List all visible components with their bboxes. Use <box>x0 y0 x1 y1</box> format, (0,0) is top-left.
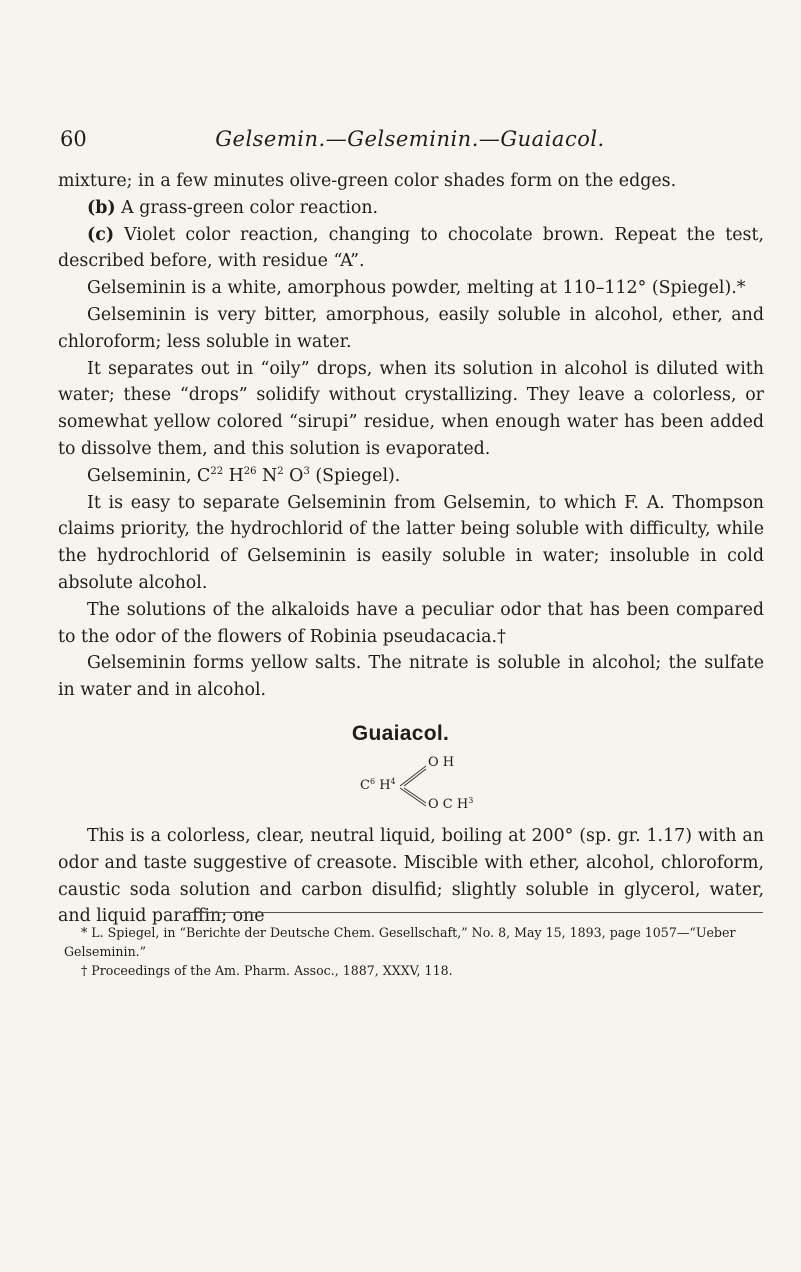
section-title: Guaiacol. <box>351 722 450 745</box>
formula-och3: O C $H^3$ <box>428 796 474 812</box>
paragraph: It separates out in “oily” drops, when its solution in alcohol is diluted with water; these “drops” solidify without crystallizing. They leave a colorless, or somewhat yellow colored “sirupi” residue, when enough water has been added to dissolve them, and this solution is evaporated. <box>58 358 764 459</box>
guaiacol-structure-formula <box>360 752 520 814</box>
paragraph: Gelseminin forms yellow salts. The nitrate is soluble in alcohol; the sulfate in water and in alcohol. <box>58 653 764 701</box>
footnote-rule <box>190 912 763 913</box>
item-text: A grass-green color reaction. <box>115 197 379 218</box>
paragraph: It is easy to separate Gelseminin from Gelsemin, to which F. A. Thompson claims priority, the hydrochlorid of the latter being soluble with difficulty, while the hydrochlorid of Gelseminin is easily soluble in water; insoluble in cold absolute alcohol. <box>58 492 764 593</box>
paragraph: Gelseminin is very bitter, amorphous, easily soluble in alcohol, ether, and chloroform; less soluble in water. <box>58 304 764 352</box>
paragraph: This is a colorless, clear, neutral liquid, boiling at 200° (sp. gr. 1.17) with an odor and taste suggestive of creasote. Miscible with ether, alcohol, chloroform, caustic soda solution and carbon disulfid; slightly soluble in glycerol, water, and liquid paraffin; one <box>58 826 764 927</box>
formula-oh: O H <box>428 755 455 770</box>
paragraph: Gelseminin is a white, amorphous powder, melting at 110–112° (Spiegel).* <box>87 278 746 299</box>
paragraph: The solutions of the alkaloids have a peculiar odor that has been compared to the odor of the flowers of Robinia pseudacacia.† <box>58 599 764 647</box>
footnotes <box>64 923 764 980</box>
page-number: 60 <box>60 127 87 151</box>
paragraph <box>58 222 764 276</box>
footnote: * L. Spiegel, in “Berichte der Deutsche Chem. Gesellschaft,” No. 8, May 15, 1893, page 1057—“Ueber Gelseminin.” <box>64 925 736 959</box>
running-title: Gelsemin.—Gelseminin.—Guaiacol. <box>215 127 605 151</box>
item-text: Violet color reaction, changing to chocolate brown. Repeat the test, described before, with residue “A”. <box>58 224 764 272</box>
guaiacol-text <box>58 823 764 930</box>
item-label: (c) <box>87 224 115 245</box>
page-header <box>60 127 760 157</box>
main-text <box>58 168 764 704</box>
paragraph <box>58 195 764 222</box>
formula-paragraph: Gelseminin, $C^{22}$ $H^{26}$ $N^2$ $O^3$ (Spiegel). <box>87 465 401 486</box>
paragraph: mixture; in a few minutes olive-green color shades form on the edges. <box>58 171 677 191</box>
item-label: (b) <box>87 197 116 218</box>
formula-c6h4: $C^6$ $H^4$ <box>360 777 396 793</box>
footnote: † Proceedings of the Am. Pharm. Assoc., 1887, XXXV, 118. <box>81 963 453 978</box>
